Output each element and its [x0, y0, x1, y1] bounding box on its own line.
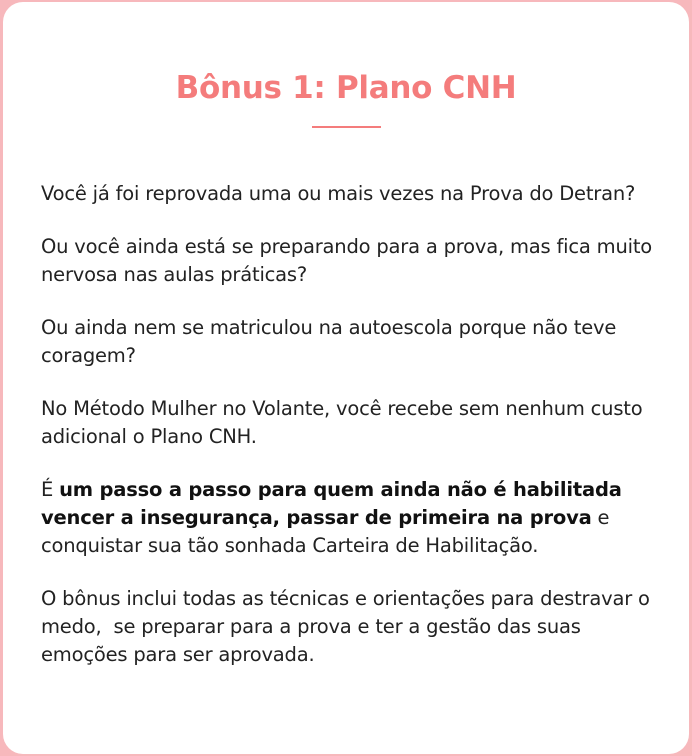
paragraph-reprovada: Você já foi reprovada uma ou mais vezes na Prova do Detran? — [41, 182, 636, 205]
highlight-bold-text: um passo a passo para quem ainda não é habilitada vencer a insegurança, passar de primeira na prova — [41, 478, 622, 529]
highlight-suffix: e conquistar sua tão sonhada Carteira de Habilitação. — [41, 506, 610, 557]
paragraph-preparando: Ou você ainda está se preparando para a prova, mas fica muito nervosa nas aulas práticas? — [41, 235, 653, 286]
bonus-description — [41, 180, 666, 669]
title-divider — [312, 126, 381, 128]
paragraph-passo-a-passo — [41, 476, 666, 560]
paragraph-metodo: No Método Mulher no Volante, você recebe sem nenhum custo adicional o Plano CNH. — [41, 397, 643, 448]
paragraph-matricula: Ou ainda nem se matriculou na autoescola porque não teve coragem? — [41, 316, 617, 367]
paragraph-bonus-inclui: O bônus inclui todas as técnicas e orientações para destravar o medo, se preparar para a prova e ter a gestão das suas emoções para ser aprovada. — [41, 587, 656, 666]
bonus-card — [3, 2, 689, 754]
highlight-prefix: É — [41, 478, 60, 501]
bonus-title: Bônus 1: Plano CNH — [175, 70, 517, 106]
